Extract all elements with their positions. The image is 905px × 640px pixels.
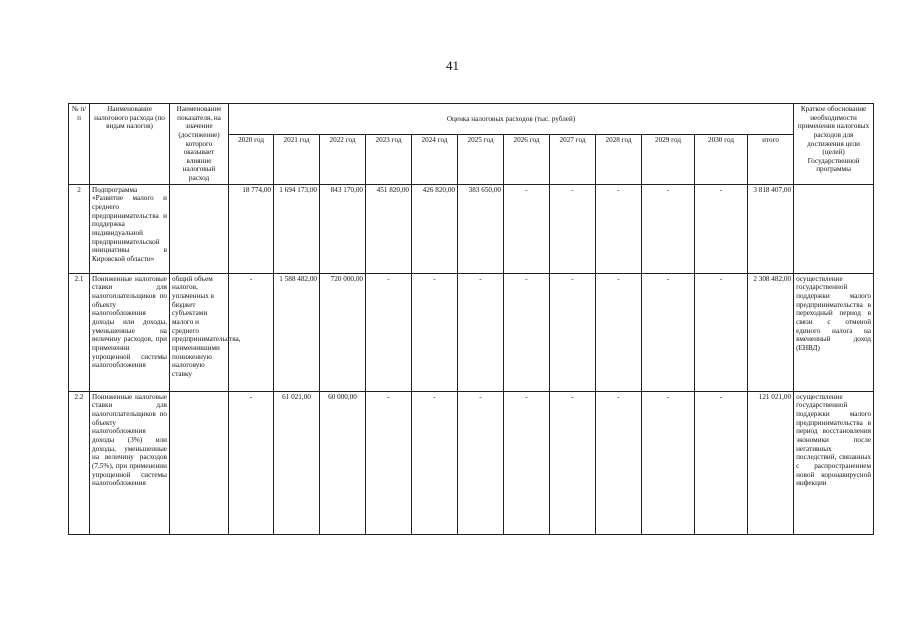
row-value: - — [229, 273, 274, 391]
table-row — [69, 273, 874, 391]
row-value: - — [596, 273, 642, 391]
row-value: - — [695, 273, 748, 391]
row-value: - — [229, 391, 274, 534]
table-row — [69, 391, 874, 534]
row-total: 2 308 482,00 — [748, 273, 794, 391]
row-value: 451 820,00 — [366, 184, 412, 273]
row-justification — [794, 184, 874, 273]
row-value: 843 170,00 — [320, 184, 366, 273]
header-indicator: Наименование показателя, на значение (достижение) которого оказывает влияние налоговый расход — [170, 104, 229, 185]
header-year: 2025 год — [458, 135, 504, 184]
row-value: 61 021,00 — [274, 391, 320, 534]
header-year: 2030 год — [695, 135, 748, 184]
header-year: 2028 год — [596, 135, 642, 184]
row-value: - — [366, 391, 412, 534]
row-value: 1 694 173,00 — [274, 184, 320, 273]
header-year: 2022 год — [320, 135, 366, 184]
header-row — [69, 104, 874, 135]
header-year: 2024 год — [412, 135, 458, 184]
tax-expenditure-table — [68, 103, 874, 535]
row-value: - — [596, 391, 642, 534]
header-name: Наименование налогового расхода (по видам налогов) — [90, 104, 170, 185]
header-total: итого — [748, 135, 794, 184]
row-value: - — [550, 391, 596, 534]
row-num: 2.2 — [69, 391, 90, 534]
row-value: 383 650,00 — [458, 184, 504, 273]
row-value: - — [596, 184, 642, 273]
row-value: 426 820,00 — [412, 184, 458, 273]
row-value: - — [412, 273, 458, 391]
row-num: 2.1 — [69, 273, 90, 391]
header-justification: Краткое обоснование необходимости применения налоговых расходов для достижения цели (целей) Государственной программы — [794, 104, 874, 185]
row-value: - — [366, 273, 412, 391]
row-name: Пониженные налоговые ставки для налогоплательщиков по объекту налогообложения доходы или доходы, уменьшенные на величину расходов, при применении упрощенной системы налогообложения — [90, 273, 170, 391]
header-year: 2027 год — [550, 135, 596, 184]
header-num: № п/п — [69, 104, 90, 185]
row-value: - — [695, 184, 748, 273]
table-row — [69, 184, 874, 273]
header-year: 2023 год — [366, 135, 412, 184]
row-value: - — [550, 273, 596, 391]
row-value: - — [695, 391, 748, 534]
row-value: 60 000,00 — [320, 391, 366, 534]
row-value: - — [550, 184, 596, 273]
row-value: - — [458, 391, 504, 534]
row-value: - — [504, 391, 550, 534]
row-value: - — [642, 391, 695, 534]
row-justification: осуществление государственной поддержки малого предпринимательства в период восстановления экономики после негативных последствий, связанных с распространением новой коронавирусной инфекции — [794, 391, 874, 534]
row-total: 121 021,00 — [748, 391, 794, 534]
header-year: 2020 год — [229, 135, 274, 184]
row-indicator — [170, 391, 229, 534]
header-year: 2021 год — [274, 135, 320, 184]
page-number: 41 — [446, 58, 459, 73]
row-indicator: общий объем налогов, уплаченных в бюджет субъектами малого и среднего предпринимательства, применившими пониженную налоговую ставку — [170, 273, 229, 391]
row-justification: осуществление государственной поддержки малого предпринимательства в переходный период в связи с отменой единого налога на вмененный доход (ЕНВД) — [794, 273, 874, 391]
row-total: 3 818 407,00 — [748, 184, 794, 273]
row-value: - — [458, 273, 504, 391]
header-year: 2029 год — [642, 135, 695, 184]
row-value: - — [504, 273, 550, 391]
row-value: - — [412, 391, 458, 534]
row-indicator — [170, 184, 229, 273]
row-num: 2 — [69, 184, 90, 273]
header-estimate: Оценка налоговых расходов (тыс. рублей) — [229, 104, 794, 135]
row-value: 720 000,00 — [320, 273, 366, 391]
row-name: Подпрограмма «Развитие малого и среднего предпринимательства и поддержка индивидуальной предпринимательской инициативы в Кировской области» — [90, 184, 170, 273]
row-name: Пониженные налоговые ставки для налогоплательщиков по объекту налогообложения доходы (3%) или доходы, уменьшенные на величину расходов (7,5%), при применении упрощенной системы налогообложения — [90, 391, 170, 534]
row-value: - — [642, 273, 695, 391]
row-value: - — [504, 184, 550, 273]
row-value: 18 774,00 — [229, 184, 274, 273]
header-year: 2026 год — [504, 135, 550, 184]
row-value: 1 588 482,00 — [274, 273, 320, 391]
row-value: - — [642, 184, 695, 273]
